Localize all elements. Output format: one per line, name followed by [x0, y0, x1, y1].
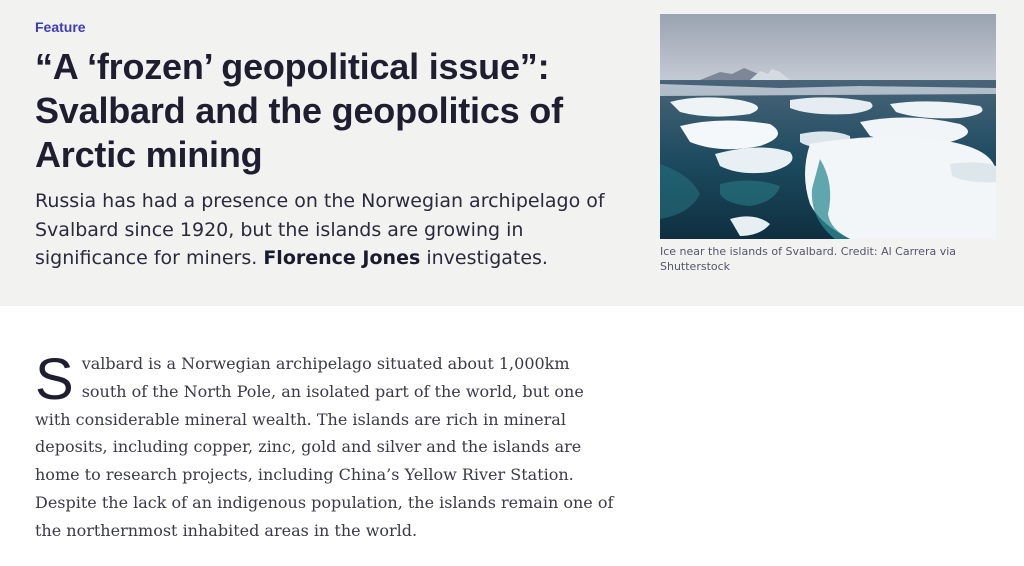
article-category-label[interactable]: Feature: [35, 19, 86, 35]
standfirst-text: Russia has had a presence on the Norwegian archipelago of Svalbard since 1920, but the islands are growing in significance for miners.: [35, 190, 605, 269]
article-headline: “A ‘frozen’ geopolitical issue”: Svalbard and the geopolitics of Arctic mining: [35, 46, 563, 175]
body-paragraph-text: valbard is a Norwegian archipelago situated about 1,000km south of the North Pole, an isolated part of the world, but one with considerable mineral wealth. The islands are rich in mineral deposits, including copper, zinc, gold and silver and the islands are home to research projects, including China’s Yellow River Station. Despite the lack of an indigenous population, the islands remain one of the northernmost inhabited areas in the world.: [35, 354, 614, 540]
article-standfirst: [35, 187, 635, 273]
article-body-paragraph: [35, 347, 615, 545]
drop-cap-letter: S: [35, 347, 74, 412]
author-name[interactable]: Florence Jones: [263, 247, 421, 269]
standfirst-suffix: investigates.: [426, 247, 548, 269]
image-caption: Ice near the islands of Svalbard. Credit: Al Carrera via Shutterstock: [660, 245, 957, 273]
svalbard-sea-ice-photo: [660, 14, 996, 239]
